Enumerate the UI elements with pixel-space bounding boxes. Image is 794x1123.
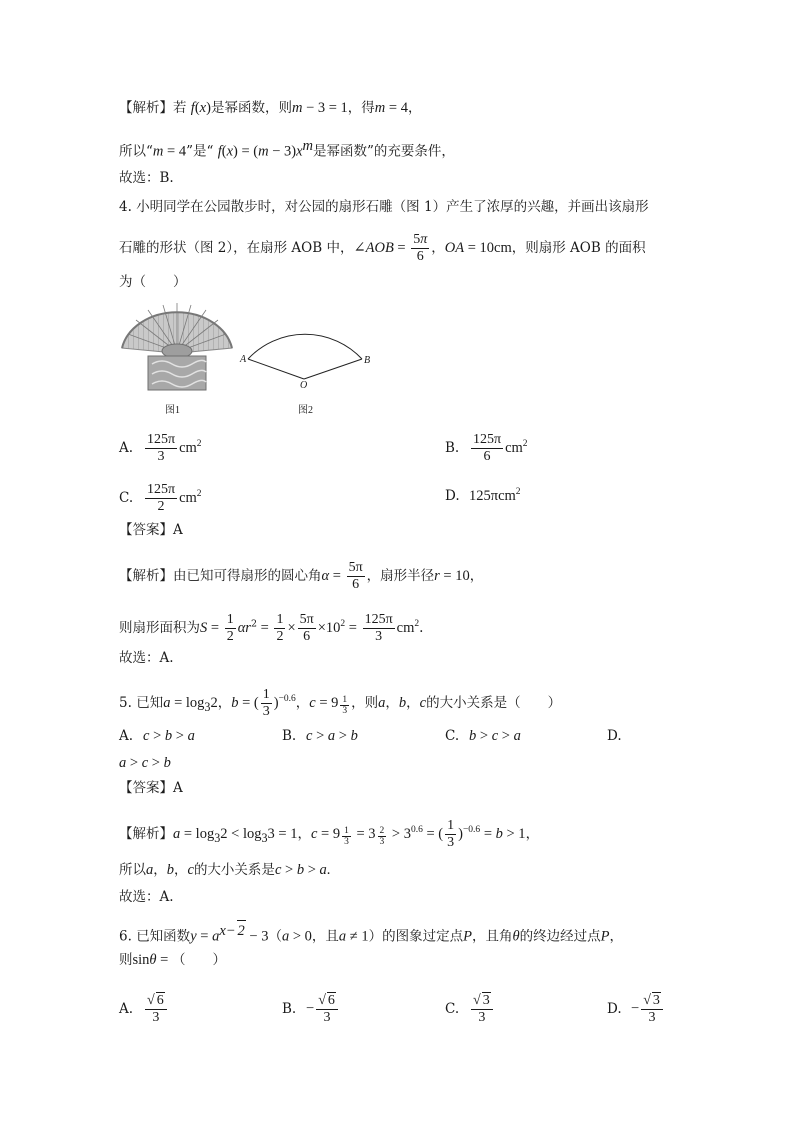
point-b-label: B (364, 355, 371, 366)
q5-option-d-label: D. (607, 728, 622, 744)
q4-stem-line1: 4. 小明同学在公园散步时，对公园的扇形石雕（图 1）产生了浓厚的兴趣，并画出该扇形 (119, 199, 649, 215)
q5-option-b: B. c > a > b (282, 728, 358, 744)
analysis-tag: 【解析】 (119, 100, 173, 116)
q6-option-b: B. − $\frac{√ 6}{3}$ (282, 992, 340, 1026)
q5-option-d: a > c > b (119, 755, 171, 771)
q6-option-c: C. $\frac{√ 3}{3}$ (445, 992, 495, 1026)
q5-answer: 【答案】A (119, 780, 183, 796)
q4-answer: 【答案】A (119, 522, 183, 538)
q4-choice: 故选：A. (119, 650, 174, 666)
q6-stem-line1: 6. 已知函数$y = a^{x- 2} - 3(a > 0$，且a ≠ 1）的图象过定点P，且角θ的终边经过点P， (119, 920, 623, 947)
q5-analysis-line2: 所以a，b，c的大小关系是c > b > a. (119, 862, 331, 878)
q4-stem-line3: 为（ ） (119, 274, 187, 290)
point-o-label: O (300, 380, 308, 391)
point-a-label: A (240, 354, 247, 365)
q6-option-a: A. $\frac{√ 6}{3}$ (119, 992, 169, 1026)
q5-choice: 故选：A. (119, 889, 174, 905)
q6-option-d: D. − $\frac{√ 3}{3}$ (607, 992, 665, 1026)
q5-stem: 5. 已知$a = \log_32$，b = ( $\frac{1}{3}$ )$^{-0.6}$，c = 9 $\frac{1}{3}$ ，则a，b，c的大小关系是（ ） (119, 687, 562, 719)
figure1-caption: 图1 (165, 405, 180, 416)
q6-stem-line2: 则sinθ = （ ） (119, 952, 226, 968)
q4-analysis-line1: 【解析】由已知可得扇形的圆心角α = $\frac{5\pi}{6}$ ，扇形半径r = 10， (119, 560, 484, 592)
q4-option-a: A. $\frac{125\pi}{3}$ $cm^2$ (119, 432, 202, 464)
q3-choice: 故选：B. (119, 170, 174, 186)
figure2-caption: 图2 (298, 405, 313, 416)
q4-option-d: D. 125πcm$^2$ (445, 487, 521, 504)
q5-option-c: C. b > c > a (445, 728, 521, 744)
q4-stem-line2: 石雕的形状（图 2），在扇形 AOB 中，∠AOB = $\frac{5\pi}{6}$ ，OA = 10cm，则扇形 AOB 的面积 (119, 232, 646, 264)
q4-option-c: C. $\frac{125\pi}{2}$ $cm^2$ (119, 482, 202, 514)
q5-analysis-line1: 【解析】$a = \log_32 < \log_33 = 1$，c = 9 $\frac{1}{3}$ = 3 $\frac{2}{3}$ > $3^{0.6}$ = ( $\frac{1}{3}$ )$^{-0.6}$ = b > 1， (119, 818, 540, 850)
q4-option-b: B. $\frac{125\pi}{6}$ $cm^2$ (445, 432, 528, 464)
fan-sculpture-photo (118, 300, 236, 392)
q4-analysis-line2: 则扇形面积为S = $\frac{1}{2}$ $\alpha r^2$ = $\frac{1}{2}$ × $\frac{5\pi}{6}$ $\times 10^2$ = $\frac{125\pi}{3}$ $cm^2$. (119, 612, 424, 644)
q3-analysis-line2: 所以“m = 4”是“ $f(x) = (m - 3)x^m$是幂函数”的充要条件， (119, 138, 455, 160)
q3-analysis-line1: 【解析】若 f(x)是幂函数，则m − 3 = 1，得m = 4， (119, 100, 422, 116)
q5-option-a: A. c > b > a (119, 728, 195, 744)
